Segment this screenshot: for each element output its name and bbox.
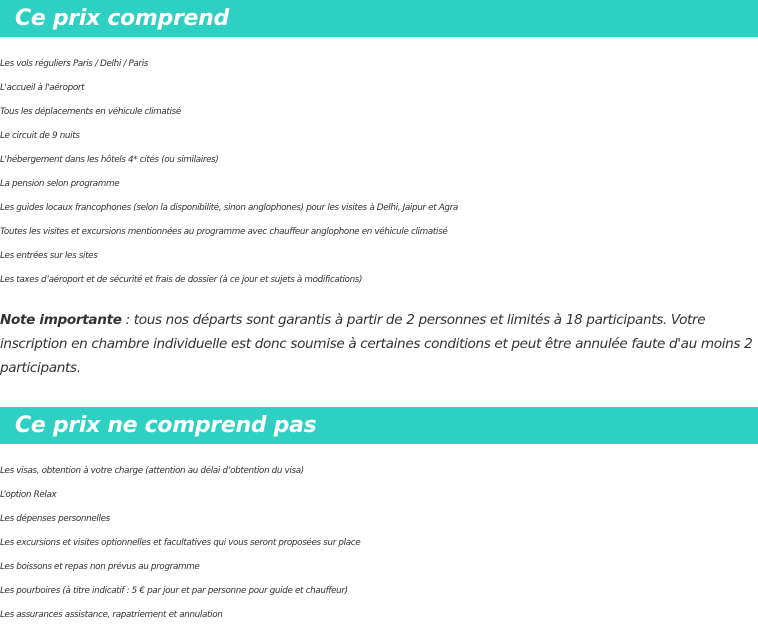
includes-list bbox=[0, 52, 758, 292]
list-item: Les boissons et repas non prévus au programme bbox=[0, 562, 200, 572]
list-item: Les entrées sur les sites bbox=[0, 251, 98, 261]
list-item: L'accueil à l'aéroport bbox=[0, 83, 85, 93]
list-item: Les vols réguliers Paris / Delhi / Paris bbox=[0, 59, 149, 69]
list-item: L’option Relax bbox=[0, 490, 57, 500]
excludes-list bbox=[0, 459, 758, 627]
list-item: Tous les déplacements en véhicule climatisé bbox=[0, 107, 181, 117]
section-title-excludes: Ce prix ne comprend pas bbox=[0, 407, 758, 444]
section-title-includes: Ce prix comprend bbox=[0, 0, 758, 37]
list-item: Les pourboires (à titre indicatif : 5 € par jour et par personne pour guide et chauffeur) bbox=[0, 586, 348, 596]
important-note bbox=[0, 308, 756, 380]
note-text: : tous nos départs sont garantis à partir de 2 personnes et limités à 18 participants. Votre inscription en chambre individuelle est donc soumise à certaines conditions et peut être annulée faute d'au moins 2 participants. bbox=[0, 312, 753, 376]
list-item: Toutes les visites et excursions mentionnées au programme avec chauffeur anglophone en véhicule climatisé bbox=[0, 227, 448, 237]
list-item: Les dépenses personnelles bbox=[0, 514, 110, 524]
list-item: Les assurances assistance, rapatriement et annulation bbox=[0, 610, 223, 620]
list-item: Les taxes d’aéroport et de sécurité et frais de dossier (à ce jour et sujets à modifications) bbox=[0, 275, 363, 285]
list-item: La pension selon programme bbox=[0, 179, 120, 189]
list-item: Les visas, obtention à votre charge (attention au délai d’obtention du visa) bbox=[0, 466, 304, 476]
list-item: L'hébergement dans les hôtels 4* cités (ou similaires) bbox=[0, 155, 219, 165]
list-item: Les guides locaux francophones (selon la disponibilité, sinon anglophones) pour les visites à Delhi, Jaipur et Agra bbox=[0, 203, 458, 213]
list-item: Les excursions et visites optionnelles et facultatives qui vous seront proposées sur place bbox=[0, 538, 361, 548]
note-label: Note importante bbox=[0, 312, 122, 328]
list-item: Le circuit de 9 nuits bbox=[0, 131, 80, 141]
